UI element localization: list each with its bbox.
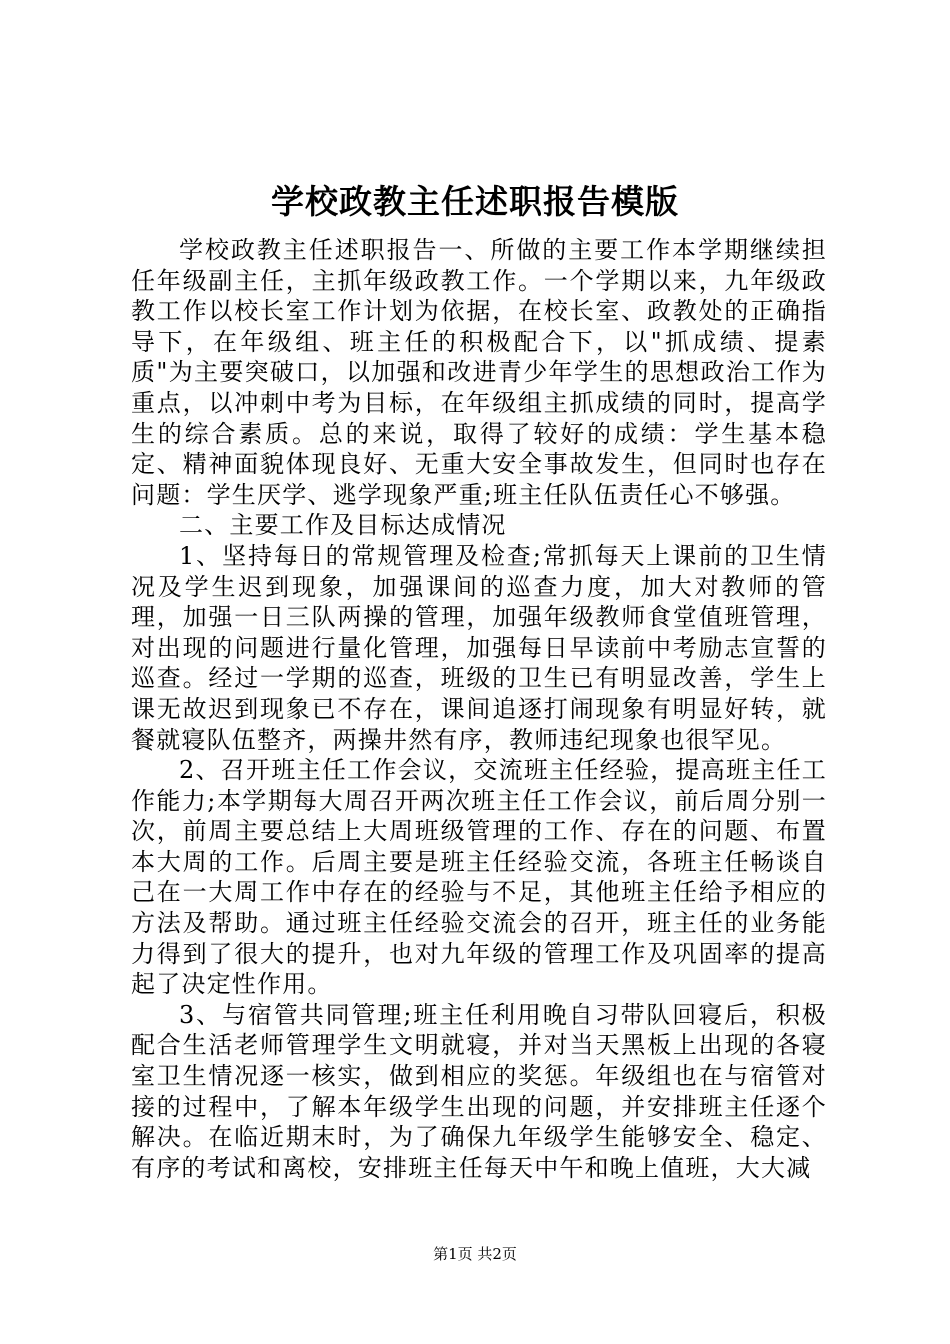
paragraph-item-2: 2、召开班主任工作会议，交流班主任经验，提高班主任工作能力;本学期每大周召开两次班主任工作会议，前后周分别一次，前周主要总结上大周班级管理的工作、存在的问题、布置本大周的工作。后周主要是班主任经验交流，各班主任畅谈自己在一大周工作中存在的经验与不足，其他班主任给予相应的方法及帮助。通过班主任经验交流会的召开，班主任的业务能力得到了很大的提升，也对九年级的管理工作及巩固率的提高起了决定性作用。 (131, 756, 827, 999)
paragraph-intro: 学校政教主任述职报告一、所做的主要工作本学期继续担任年级副主任，主抓年级政教工作。一个学期以来，九年级政教工作以校长室工作计划为依据，在校长室、政教处的正确指导下，在年级组、班主任的积极配合下，以"抓成绩、提素质"为主要突破口，以加强和改进青少年学生的思想政治工作为重点，以冲刺中考为目标，在年级组主抓成绩的同时，提高学生的综合素质。总的来说，取得了较好的成绩：学生基本稳定、精神面貌体现良好、无重大安全事故发生，但同时也存在问题：学生厌学、逃学现象严重;班主任队伍责任心不够强。 (131, 236, 827, 509)
page-footer: 第1页 共2页 (433, 1245, 517, 1263)
document-title: 学校政教主任述职报告模版 (271, 182, 679, 221)
paragraph-section-heading: 二、主要工作及目标达成情况 (179, 511, 507, 540)
paragraph-item-3: 3、与宿管共同管理;班主任利用晚自习带队回寝后，积极配合生活老师管理学生文明就寝，并对当天黑板上出现的各寝室卫生情况逐一核实，做到相应的奖惩。年级组也在与宿管对接的过程中，了解本年级学生出现的问题，并安排班主任逐个解决。在临近期末时，为了确保九年级学生能够安全、稳定、有序的考试和离校，安排班主任每天中午和晚上值班，大大减 (131, 1000, 827, 1182)
document-body (131, 235, 827, 1183)
paragraph-item-1: 1、坚持每日的常规管理及检查;常抓每天上课前的卫生情况及学生迟到现象，加强课间的巡查力度，加大对教师的管理，加强一日三队两操的管理，加强年级教师食堂值班管理，对出现的问题进行量化管理，加强每日早读前中考励志宣誓的巡查。经过一学期的巡查，班级的卫生已有明显改善，学生上课无故迟到现象已不存在，课间追逐打闹现象有明显好转，就餐就寝队伍整齐，两操井然有序，教师违纪现象也很罕见。 (131, 541, 827, 754)
